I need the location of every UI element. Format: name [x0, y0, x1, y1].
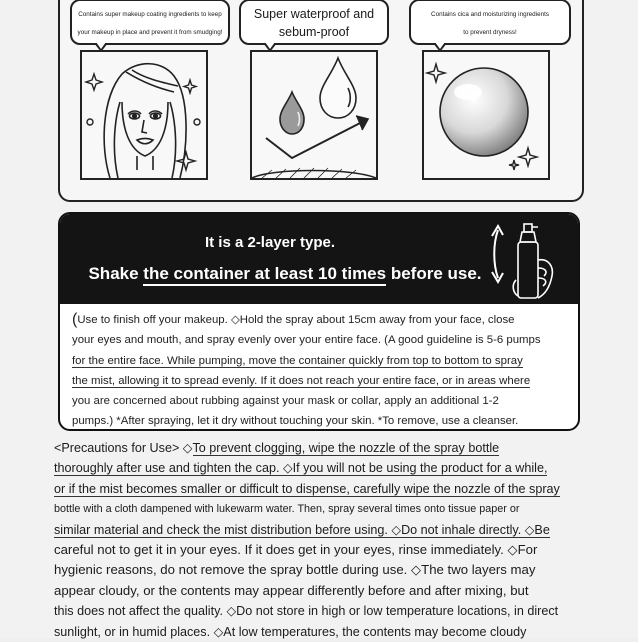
precaution-line: careful not to get it in your eyes. If it does get in your eyes, rinse immediately. ◇For [54, 542, 538, 558]
water-drops-repel-icon [252, 52, 376, 178]
precaution-line: appear cloudy, or the contents may appear differently before and after mixing, but [54, 582, 529, 598]
moist-sphere-icon [424, 52, 548, 178]
precaution-text: thoroughly after use and tighten the cap. ◇If you will not be using the product for a while, [54, 461, 548, 476]
precaution-text: similar material and check the mist distribution before using. ◇Do not inhale directly. ◇Be [54, 522, 550, 537]
usage-line [72, 371, 572, 391]
shake-text-pre: Shake [88, 264, 144, 283]
precaution-line: sunlight, or in humid places. ◇At low temperatures, the contents may become cloudy [54, 624, 527, 639]
bubble-text: Contains super makeup coating ingredients to keep [78, 11, 222, 18]
precaution-line [54, 438, 584, 458]
speech-bubble-cica [409, 0, 571, 45]
usage-body-text [72, 310, 572, 431]
bubble-tail [96, 42, 106, 49]
cica-moisture-illustration [422, 50, 550, 180]
precaution-heading: <Precautions for Use> ◇ [54, 441, 193, 455]
precautions-section [54, 438, 584, 642]
usage-header [60, 214, 578, 304]
speech-bubble-makeup [70, 0, 230, 45]
precaution-line: this does not affect the quality. ◇Do not store in high or low temperature locations, in direct [54, 604, 559, 619]
precaution-line: hygienic reasons, do not remove the spray bottle during use. ◇The two layers may [54, 562, 536, 578]
shake-instruction [60, 264, 510, 284]
speech-bubble-waterproof [239, 0, 389, 45]
hand-spray-bottle-icon [508, 220, 558, 302]
usage-line-text: Use to finish off your makeup. ◇Hold the spray about 15cm away from your face, close [77, 314, 515, 326]
waterproof-illustration [250, 50, 378, 180]
precaution-line [54, 520, 584, 540]
usage-line: pumps.) *After spraying, let it dry without touching your skin. *To remove, use a cleanser. [72, 415, 519, 428]
usage-instructions-box [58, 212, 580, 431]
bubble-text: your makeup in place and prevent it from smudging! [77, 29, 223, 36]
precaution-line [54, 479, 584, 499]
shake-text-underlined: the container at least 10 times [143, 264, 386, 286]
usage-line-text: the mist, allowing it to spread evenly. If it does not reach your entire face, or in areas where [72, 374, 531, 387]
usage-line [72, 351, 572, 371]
woman-face-sparkle-icon [82, 52, 206, 178]
bubble-tail [265, 42, 275, 49]
precaution-text: or if the mist becomes smaller or difficult to dispense, carefully wipe the nozzle of the spray [54, 481, 560, 496]
precaution-line [54, 458, 584, 478]
usage-line: (Use to finish off your makeup. ◇Hold the spray about 15cm away from your face, close [72, 311, 515, 328]
bubble-text: sebum-proof [278, 25, 350, 39]
bubble-text: Super waterproof and [253, 7, 375, 21]
layer-type-heading: It is a 2-layer type. [204, 234, 336, 251]
feature-illustration-panel [58, 0, 584, 202]
up-down-arrow-icon [490, 224, 506, 284]
precaution-text: To prevent clogging, wipe the nozzle of the spray bottle [192, 441, 500, 455]
usage-line: your eyes and mouth, and spray evenly over your entire face. (A good guideline is 5-6 pumps [72, 334, 541, 347]
bubble-text: Contains cica and moisturizing ingredients [431, 11, 549, 18]
bubble-tail [435, 42, 445, 49]
usage-line-text: for the entire face. While pumping, move the container quickly from top to bottom to spray [72, 354, 523, 367]
precaution-line: bottle with a cloth dampened with lukewarm water. Then, spray several times onto tissue paper or [54, 503, 520, 516]
face-illustration [80, 50, 208, 180]
shake-text-post: before use. [386, 264, 482, 283]
usage-line: you are concerned about rubbing against your mask or collar, apply an additional 1-2 [72, 395, 499, 408]
bubble-text: to prevent dryness! [463, 29, 517, 36]
